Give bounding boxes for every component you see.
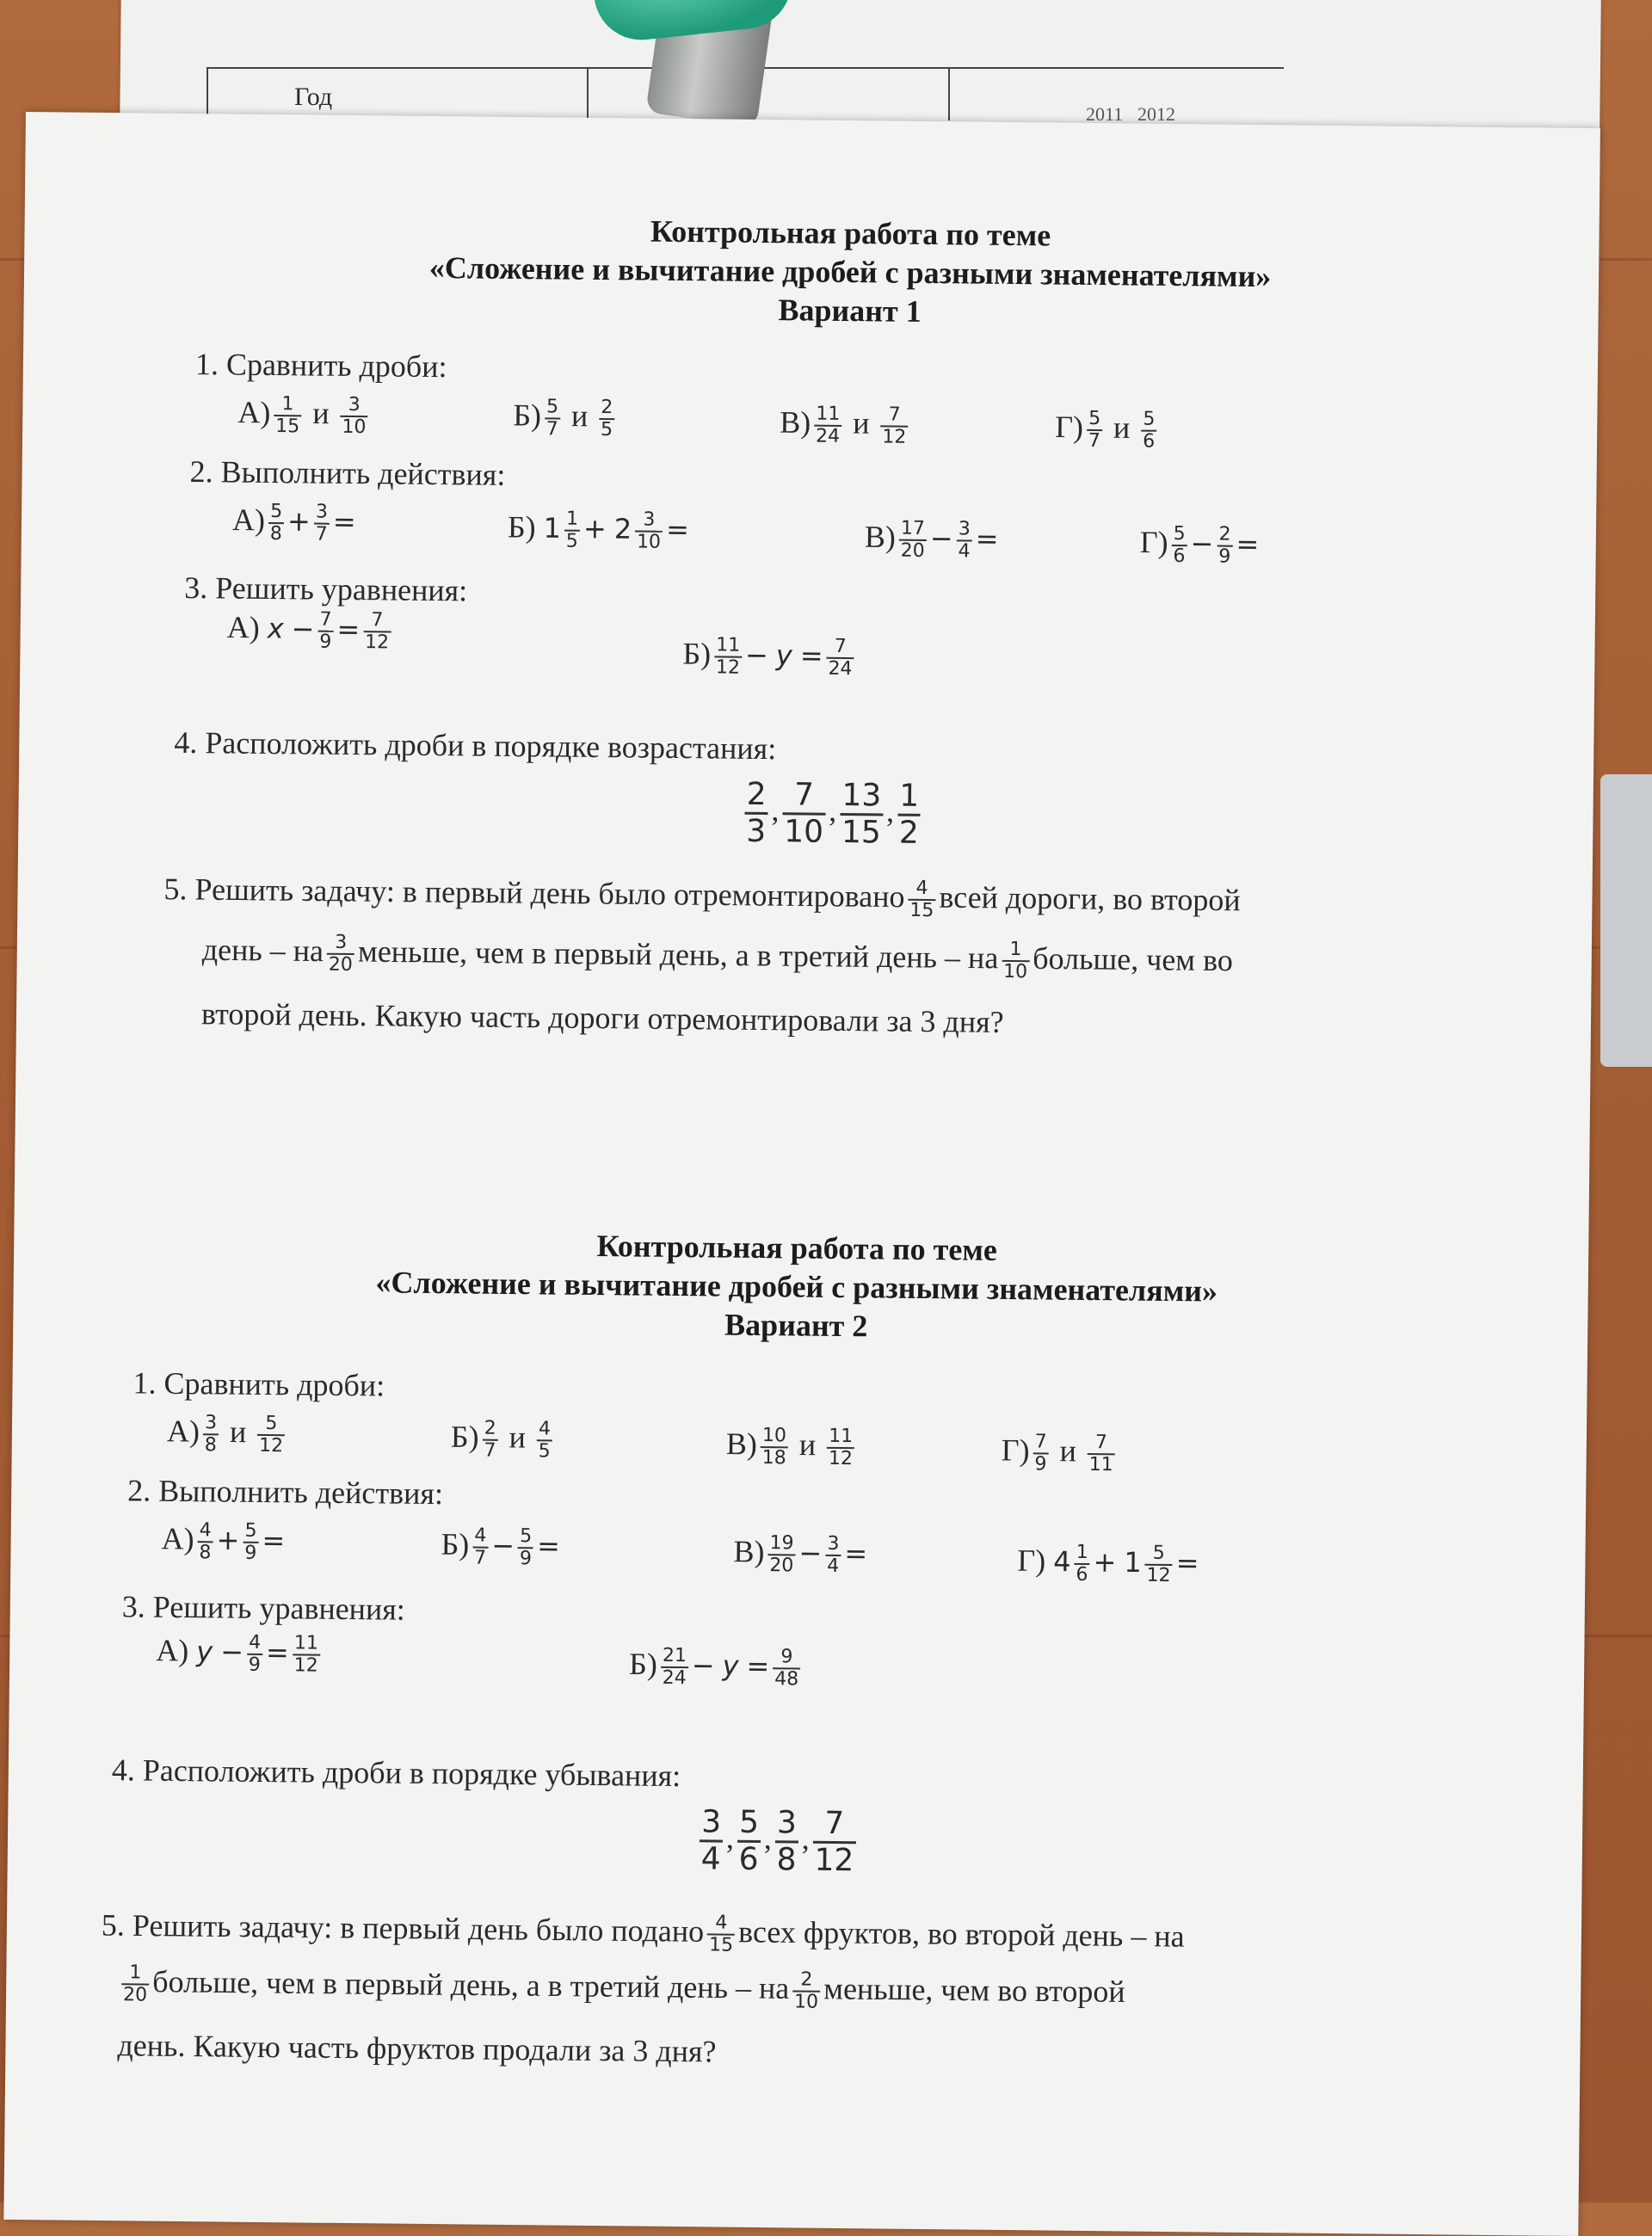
v1-q1-label: 1. Сравнить дроби: [194,347,447,385]
v1-q4-fractions: $\frac{2}{3}$ , $\frac{7}{10}$ , $\frac{13}{15}$ , $\frac{1}{2}$ [746,776,920,851]
v1-q2-b: Б) 1 $\frac{1}{5}$ + 2 $\frac{3}{10}$ = [507,508,690,553]
v1-q1-d: Г) $\frac{5}{7}$ и $\frac{5}{6}$ [1055,407,1156,453]
v1-q5-line2: день – на $\frac{3}{20}$ меньше, чем в первый день, а в третий день – на $\frac{1}{10}$ больше, чем во [201,931,1234,983]
year-fragment: 2011 [1086,103,1124,125]
v1-q2-d: Г) $\frac{5}{6}$ − $\frac{2}{9}$ = [1139,522,1260,568]
v2-title-3: Вариант 2 [724,1307,868,1344]
v2-q1-c: В) $\frac{10}{18}$ и $\frac{11}{12}$ [725,1425,854,1470]
v1-title-3: Вариант 1 [778,293,922,329]
v2-q3-b: Б) $\frac{21}{24}$ − y = $\frac{9}{48}$ [629,1645,804,1691]
v2-title-2: «Сложение и вычитание дробей с разными знаменателями» [375,1265,1218,1309]
v2-q5-line2: $\frac{1}{20}$ больше, чем в первый день, а в третий день – на $\frac{2}{10}$ меньше, чем во второй [118,1962,1125,2017]
v1-q3-a: А) x − $\frac{7}{9}$ = $\frac{7}{12}$ [226,608,394,653]
v2-q3-a: А) y − $\frac{4}{9}$ = $\frac{11}{12}$ [156,1631,319,1677]
v1-q4-label: 4. Расположить дроби в порядке возрастания: [174,724,777,767]
v2-q4-label: 4. Расположить дроби в порядке убывания: [111,1752,681,1794]
v2-q1-d: Г) $\frac{7}{9}$ и $\frac{7}{11}$ [1001,1432,1119,1476]
v2-q2-c: В) $\frac{19}{20}$ − $\frac{3}{4}$ = [733,1532,868,1578]
v1-title-1: Контрольная работа по теме [650,213,1051,253]
v2-q3-label: 3. Решить уравнения: [121,1589,405,1627]
v1-q1-c: В) $\frac{11}{24}$ и $\frac{7}{12}$ [780,403,912,448]
v1-q2-label: 2. Выполнить действия: [189,454,506,492]
year-fragment: 2012 [1137,103,1175,125]
side-object [1600,774,1652,1067]
v1-title-2: «Сложение и вычитание дробей с разными знаменателями» [428,249,1272,294]
v2-q1-label: 1. Сравнить дроби: [133,1365,385,1403]
v2-q2-label: 2. Выполнить действия: [127,1473,444,1512]
v1-q5-line1: 5. Решить задачу: в первый день было отремонтировано $\frac{4}{15}$ всей дороги, во второй [163,872,1241,922]
v2-q2-b: Б) $\frac{4}{7}$ − $\frac{5}{9}$ = [441,1525,561,1570]
v1-q1-b: Б) $\frac{5}{7}$ и $\frac{2}{5}$ [513,396,613,441]
v2-q4-fractions: $\frac{3}{4}$ , $\frac{5}{6}$ , $\frac{3}{8}$ , $\frac{7}{12}$ [696,1805,860,1877]
v2-q2-a: А) $\frac{4}{8}$ + $\frac{5}{9}$ = [161,1519,286,1565]
v1-q3-label: 3. Решить уравнения: [184,570,468,608]
v2-q5-line3: день. Какую часть фруктов продали за 3 дня? [117,2028,717,2069]
v1-q1-a: А) $\frac{1}{15}$ и $\frac{3}{10}$ [237,394,372,439]
v1-q5-line3: второй день. Какую часть дороги отремонтировали за 3 дня? [200,996,1004,1039]
v2-q1-b: Б) $\frac{2}{7}$ и $\frac{4}{5}$ [450,1417,552,1463]
year-label: Год [294,83,333,111]
v1-q3-b: Б) $\frac{11}{12}$ − y = $\frac{7}{24}$ [682,635,858,681]
v1-q2-c: В) $\frac{17}{20}$ − $\frac{3}{4}$ = [864,517,999,563]
v2-q2-d: Г) 4 $\frac{1}{6}$ + 1 $\frac{5}{12}$ = [1017,1541,1199,1587]
v2-title-1: Контрольная работа по теме [596,1229,998,1267]
worksheet [3,112,1600,2236]
v2-q5-line1: 5. Решить задачу: в первый день было подано $\frac{4}{15}$ всех фруктов, во второй день – на [101,1907,1185,1956]
v2-q1-a: А) $\frac{3}{8}$ и $\frac{5}{12}$ [167,1413,289,1457]
v1-q2-a: А) $\frac{5}{8}$ + $\frac{3}{7}$ = [231,501,356,545]
